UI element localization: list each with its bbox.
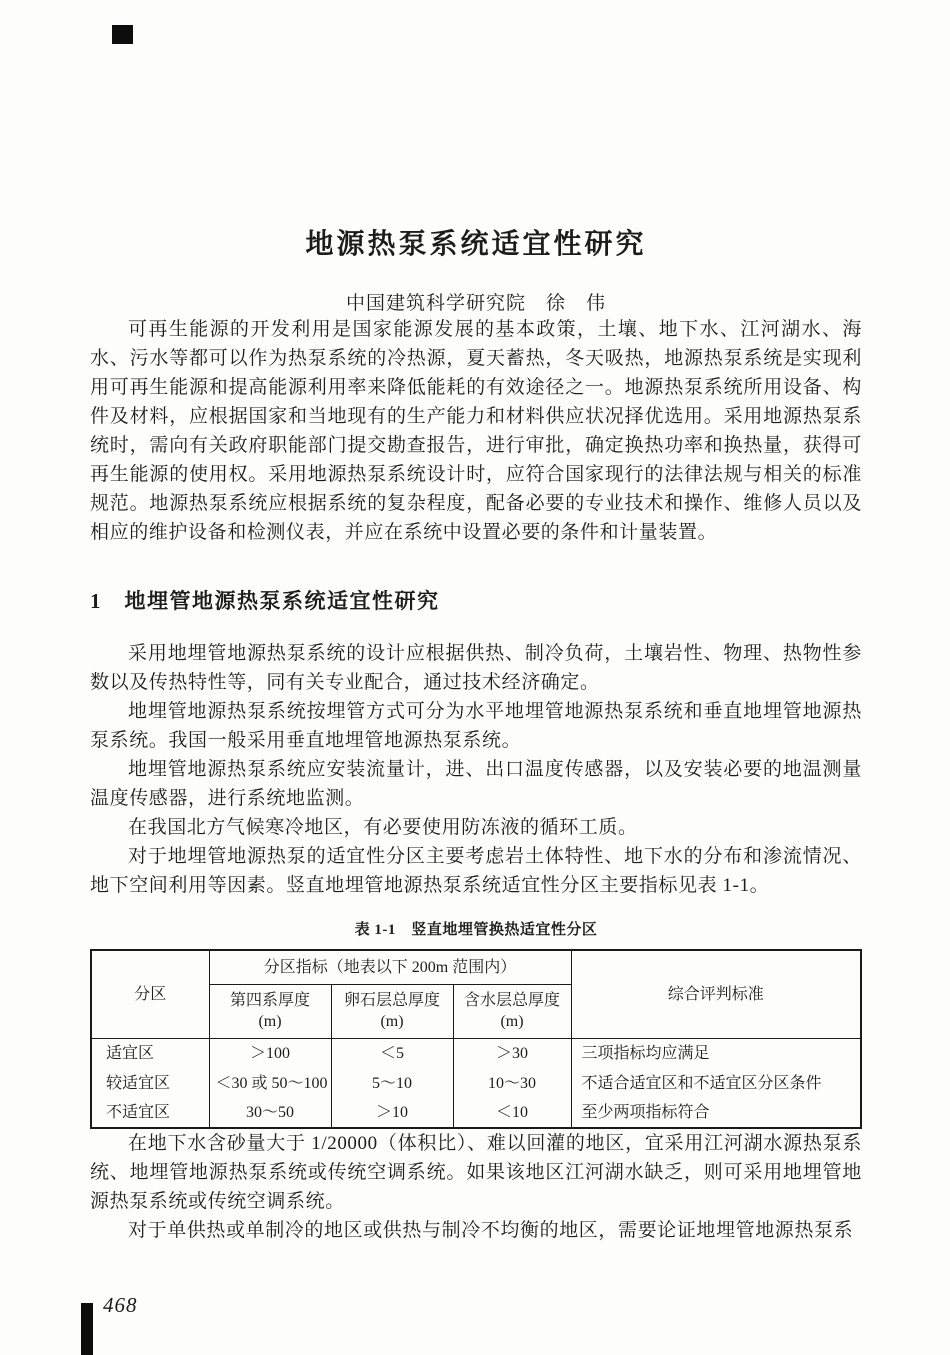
header-gravel-thickness (331, 984, 453, 1038)
table-header-row-group (91, 950, 861, 984)
author-byline: 中国建筑科学研究院 徐 伟 (345, 293, 606, 314)
header-gravel-name: 卵石层总厚度 (343, 992, 440, 1009)
header-gravel-unit: (m) (380, 1013, 404, 1030)
header-zone: 分区 (91, 950, 209, 1038)
zone-name: 不适宜区 (91, 1098, 209, 1128)
gravel-value: ＞10 (331, 1098, 453, 1128)
header-quaternary-name: 第四系厚度 (229, 992, 310, 1009)
section-1-paragraph-5: 对于地埋管地源热泵的适宜性分区主要考虑岩土体特性、地下水的分布和渗流情况、地下空间利用等因素。竖直地埋管地源热泵系统适宜性分区主要指标见表 1-1。 (90, 846, 862, 896)
table-row-moderately-suitable (91, 1068, 861, 1098)
header-quaternary-thickness (209, 984, 331, 1038)
criteria-value: 三项指标均应满足 (571, 1038, 861, 1068)
section-1-paragraph-4: 在我国北方气候寒冷地区，有必要使用防冻液的循环工质。 (128, 817, 638, 838)
table-caption: 表 1-1 竖直地埋管换热适宜性分区 (354, 922, 598, 938)
zone-name: 适宜区 (91, 1038, 209, 1068)
aquifer-value: 10～30 (453, 1068, 571, 1098)
suitability-zoning-table (90, 949, 862, 1129)
header-aquifer-name: 含水层总厚度 (463, 992, 560, 1009)
section-1-heading: 1 地埋管地源热泵系统适宜性研究 (90, 589, 440, 613)
gravel-value: 5～10 (331, 1068, 453, 1098)
zone-name: 较适宜区 (91, 1068, 209, 1098)
page-number: 468 (103, 1293, 138, 1317)
section-1-paragraph-2: 地埋管地源热泵系统按埋管方式可分为水平地埋管地源热泵系统和垂直地埋管地源热泵系统。我国一般采用垂直地埋管地源热泵系统。 (90, 701, 862, 751)
header-indicator-group: 分区指标（地表以下 200m 范围内） (209, 950, 571, 984)
gravel-value: ＜5 (331, 1038, 453, 1068)
intro-paragraph: 可再生能源的开发利用是国家能源发展的基本政策，土壤、地下水、江河湖水、海水、污水等都可以作为热泵系统的冷热源，夏天蓄热，冬天吸热，地源热泵系统是实现利用可再生能源和提高能源利用率来降低能耗的有效途径之一。地源热泵系统所用设备、构件及材料，应根据国家和当地现有的生产能力和材料供应状况择优选用。采用地源热泵系统时，需向有关政府职能部门提交勘查报告，进行审批，确定换热功率和换热量，获得可再生能源的使用权。采用地源热泵系统设计时，应符合国家现行的法律法规与相关的标准规范。地源热泵系统应根据系统的复杂程度，配备必要的专业技术和操作、维修人员以及相应的维护设备和检测仪表，并应在系统中设置必要的条件和计量装置。 (90, 319, 862, 543)
section-1-paragraph-3: 地埋管地源热泵系统应安装流量计，进、出口温度传感器，以及安装必要的地温测量温度传感器，进行系统地监测。 (90, 759, 862, 809)
paper-title: 地源热泵系统适宜性研究 (305, 229, 647, 260)
criteria-value: 至少两项指标符合 (571, 1098, 861, 1128)
section-1-paragraph-1: 采用地埋管地源热泵系统的设计应根据供热、制冷负荷，土壤岩性、物理、热物性参数以及传热特性等，同有关专业配合，通过技术经济确定。 (90, 643, 862, 693)
page-content (90, 0, 862, 1245)
quaternary-value: ＞100 (209, 1038, 331, 1068)
aquifer-value: ＞30 (453, 1038, 571, 1068)
quaternary-value: 30～50 (209, 1098, 331, 1128)
quaternary-value: ＜30 或 50～100 (209, 1068, 331, 1098)
table-row-unsuitable (91, 1098, 861, 1128)
header-criteria: 综合评判标准 (571, 950, 861, 1038)
body-text (90, 315, 862, 1245)
table-row-suitable (91, 1038, 861, 1068)
aquifer-value: ＜10 (453, 1098, 571, 1128)
header-aquifer-thickness (453, 984, 571, 1038)
closing-paragraph-2: 对于单供热或单制冷的地区或供热与制冷不均衡的地区，需要论证地埋管地源热泵系 (128, 1220, 854, 1241)
closing-paragraph-1: 在地下水含砂量大于 1/20000（体积比）、难以回灌的地区，宜采用江河湖水源热泵系统、地埋管地源热泵系统或传统空调系统。如果该地区江河湖水缺乏，则可采用地埋管地源热泵系统或传统空调系统。 (90, 1133, 862, 1212)
criteria-value: 不适合适宜区和不适宜区分区条件 (571, 1068, 861, 1098)
header-quaternary-unit: (m) (258, 1013, 282, 1030)
header-aquifer-unit: (m) (500, 1013, 524, 1030)
scan-artifact-bottom-left (81, 1303, 93, 1355)
